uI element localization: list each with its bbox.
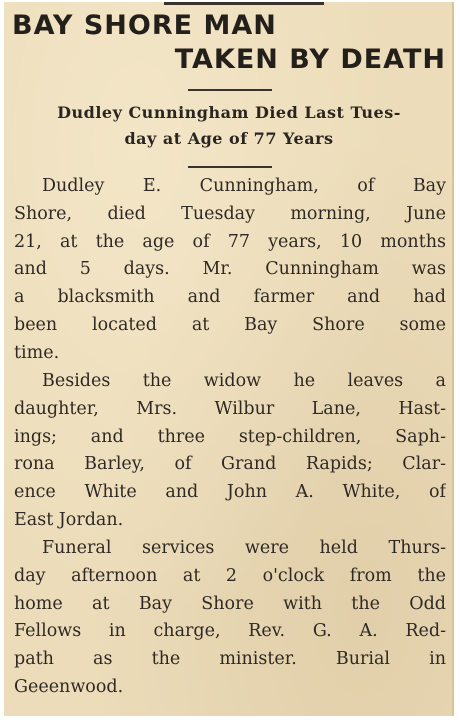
subheadline-line-1: Dudley Cunningham Died Last Tues-	[57, 103, 401, 122]
headline-divider-rule	[188, 89, 272, 91]
article-line: 21, at the age of 77 years, 10 months	[14, 231, 446, 252]
headline-line-2: TAKEN BY DEATH	[174, 44, 446, 75]
article-line: and 5 days. Mr. Cunningham was	[14, 259, 446, 280]
newspaper-clipping	[4, 2, 454, 716]
article-line: ence White and John A. White, of	[14, 482, 446, 503]
subheadline-line-2: day at Age of 77 Years	[124, 129, 334, 148]
article-line: time.	[14, 342, 60, 363]
article-line: Fellows in charge, Rev. G. A. Red-	[14, 621, 446, 642]
article-paragraph-3	[14, 535, 446, 702]
article-line: East Jordan.	[14, 509, 124, 530]
article-line: daughter, Mrs. Wilbur Lane, Hast-	[14, 398, 446, 419]
article-line: a blacksmith and farmer and had	[14, 287, 446, 308]
article-line: been located at Bay Shore some	[14, 314, 446, 335]
article-line: Shore, died Tuesday morning, June	[14, 203, 446, 224]
article-line: ings; and three step-children, Saph-	[14, 426, 446, 447]
article-line: Geeenwood.	[14, 676, 124, 697]
article-line: home at Bay Shore with the Odd	[14, 593, 446, 614]
article-line: day afternoon at 2 o'clock from the	[14, 565, 446, 586]
article-line: rona Barley, of Grand Rapids; Clar-	[14, 454, 446, 475]
article-line: Funeral services were held Thurs-	[42, 538, 446, 558]
top-border-rule	[164, 2, 324, 5]
article-paragraph-2	[14, 368, 446, 535]
article-line: Dudley E. Cunningham, of Bay	[42, 176, 446, 196]
headline-line-1: BAY SHORE MAN	[12, 10, 277, 41]
article-paragraph-1	[14, 173, 446, 368]
subheadline-divider-rule	[188, 166, 272, 168]
article-line: path as the minister. Burial in	[14, 649, 446, 670]
article-line: Besides the widow he leaves a	[42, 371, 446, 391]
